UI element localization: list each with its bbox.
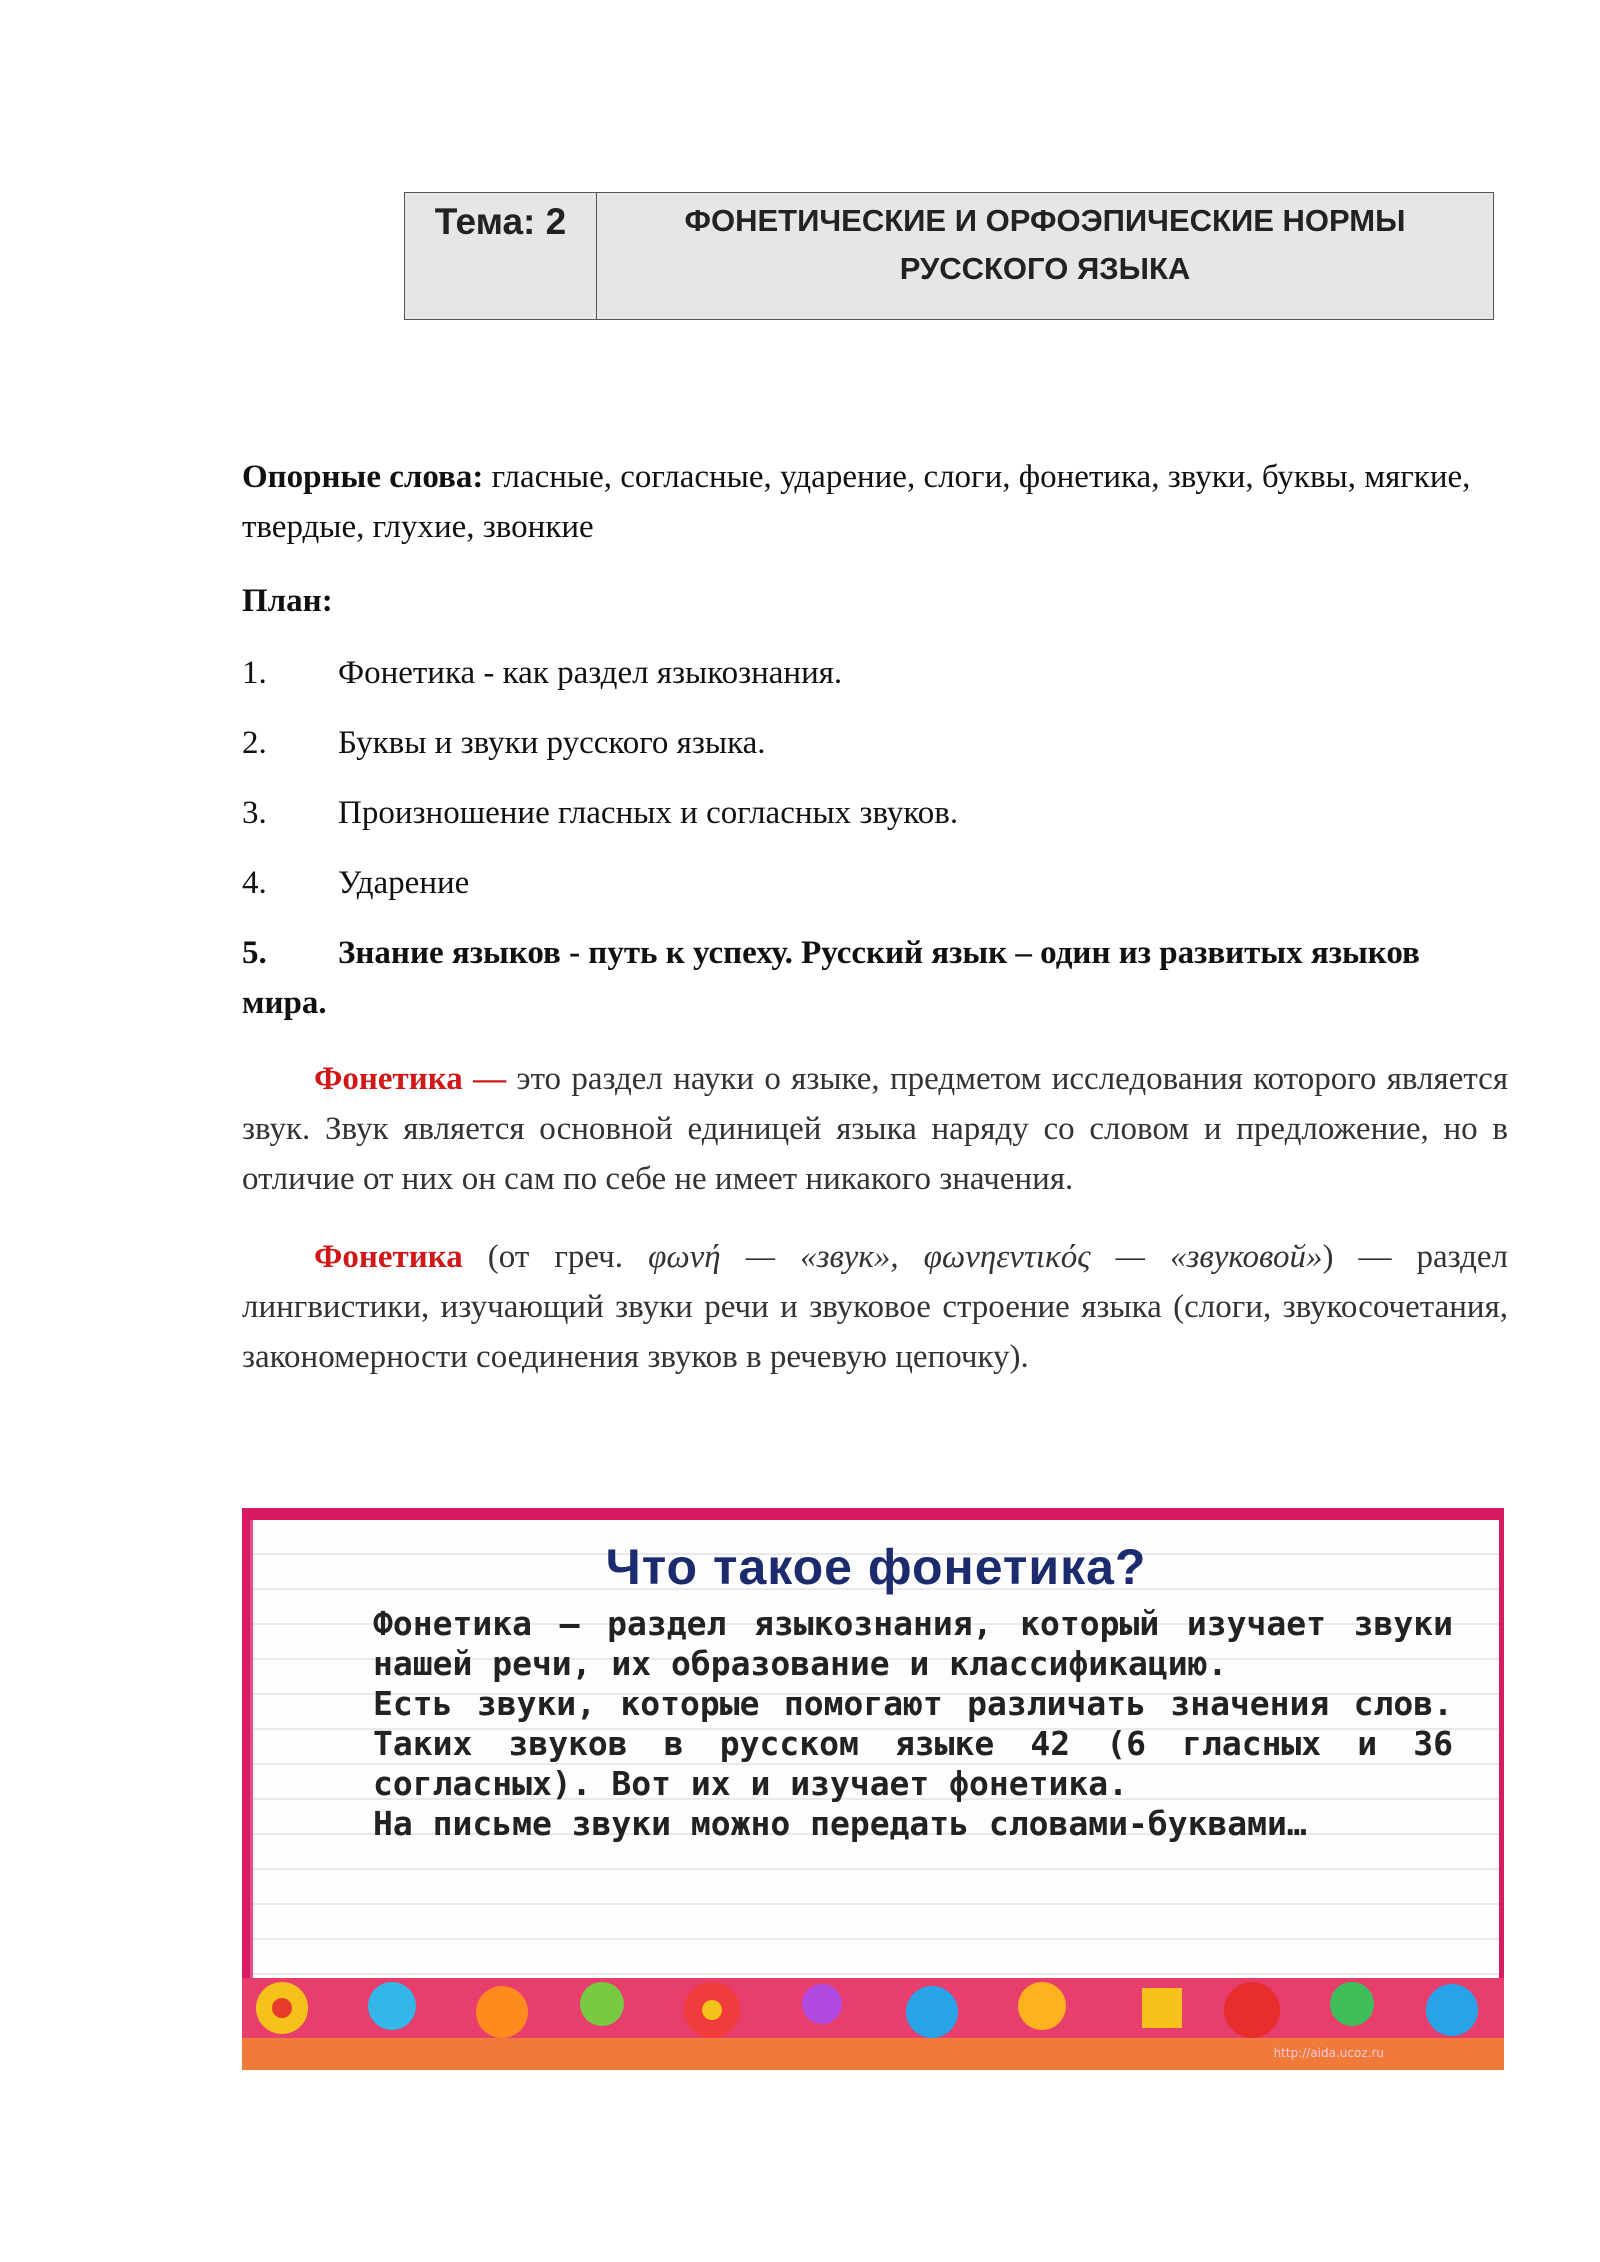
- plan-item-text: Произношение гласных и согласных звуков.: [338, 795, 959, 831]
- definition-paragraph-1: [242, 1054, 1508, 1204]
- plan-item: [242, 858, 1508, 908]
- definition-text: это раздел науки о языке, предметом исследования которого является звук. Звук является основной единицей языка наряду со словом и предложение, но в отличие от них он сам по себе не имеет никакого значения.: [242, 1061, 1509, 1197]
- slide-lined-paper: [250, 1520, 1499, 1990]
- topic-title-line2: РУССКОГО ЯЗЫКА: [899, 251, 1191, 286]
- document-body: [242, 452, 1508, 1410]
- slide-url: http://aida.ucoz.ru: [1273, 2046, 1384, 2060]
- definition-term: Фонетика —: [314, 1061, 507, 1097]
- greek-etymology: φωνή — «звук», φωνηεντικός — «звуковой»: [648, 1239, 1323, 1275]
- plan-item: [242, 718, 1508, 768]
- plan-item: [242, 648, 1508, 698]
- plan-item-text: Знание языков - путь к успеху. Русский язык – один из развитых языков мира.: [242, 935, 1420, 1021]
- slide-paragraph: [325, 1604, 1453, 1684]
- definition-term: Фонетика: [314, 1239, 463, 1275]
- topic-number: Тема: 2: [405, 193, 597, 319]
- plan-item-number: 4.: [242, 865, 267, 901]
- topic-title: [597, 193, 1493, 319]
- keywords-text: гласные, согласные, ударение, слоги, фонетика, звуки, буквы, мягкие, твердые, глухие, звонкие: [242, 459, 1471, 545]
- keywords-label: Опорные слова:: [242, 459, 484, 495]
- plan-item-number: 5.: [242, 935, 267, 971]
- slide-paragraph: Есть звуки, которые помогают различать значения слов. Таких звуков в русском языке 42 (6 гласных и 36 согласных). Вот их и изучает фонетика.: [373, 1684, 1453, 1803]
- slide-image: [242, 1508, 1504, 2070]
- plan-item-number: 3.: [242, 795, 267, 831]
- plan-item-number: 2.: [242, 725, 267, 761]
- slide-title: Что такое фонетика?: [605, 1539, 1147, 1595]
- slide-text: [325, 1604, 1453, 1844]
- plan-heading: План:: [242, 583, 333, 619]
- definition-text: (от греч.: [462, 1239, 649, 1275]
- plan-item: [242, 788, 1508, 838]
- plan-item-text: Буквы и звуки русского языка.: [338, 725, 766, 761]
- keywords-paragraph: [242, 452, 1508, 552]
- plan-item-text: Ударение: [338, 865, 470, 901]
- topic-header-table: [404, 192, 1494, 320]
- definition-paragraph-2: [242, 1232, 1508, 1382]
- topic-title-line1: ФОНЕТИЧЕСКИЕ И ОРФОЭПИЧЕСКИЕ НОРМЫ: [684, 203, 1406, 238]
- definition-text: ) — раздел лингвистики, изучающий звуки речи и звуковое строение языка (слоги, звукосочетания, закономерности соединения звуков в речевую цепочку).: [242, 1239, 1509, 1375]
- plan-item-text: Фонетика - как раздел языкознания.: [338, 655, 843, 691]
- slide-paragraph-text: – раздел языкознания, который изучает звуки нашей речи, их образование и классификацию.: [373, 1604, 1453, 1683]
- slide-term: Фонетика: [373, 1604, 532, 1643]
- plan-item-number: 1.: [242, 655, 267, 691]
- plan-item: [242, 928, 1508, 1028]
- slide-paragraph: На письме звуки можно передать словами-буквами…: [373, 1804, 1307, 1843]
